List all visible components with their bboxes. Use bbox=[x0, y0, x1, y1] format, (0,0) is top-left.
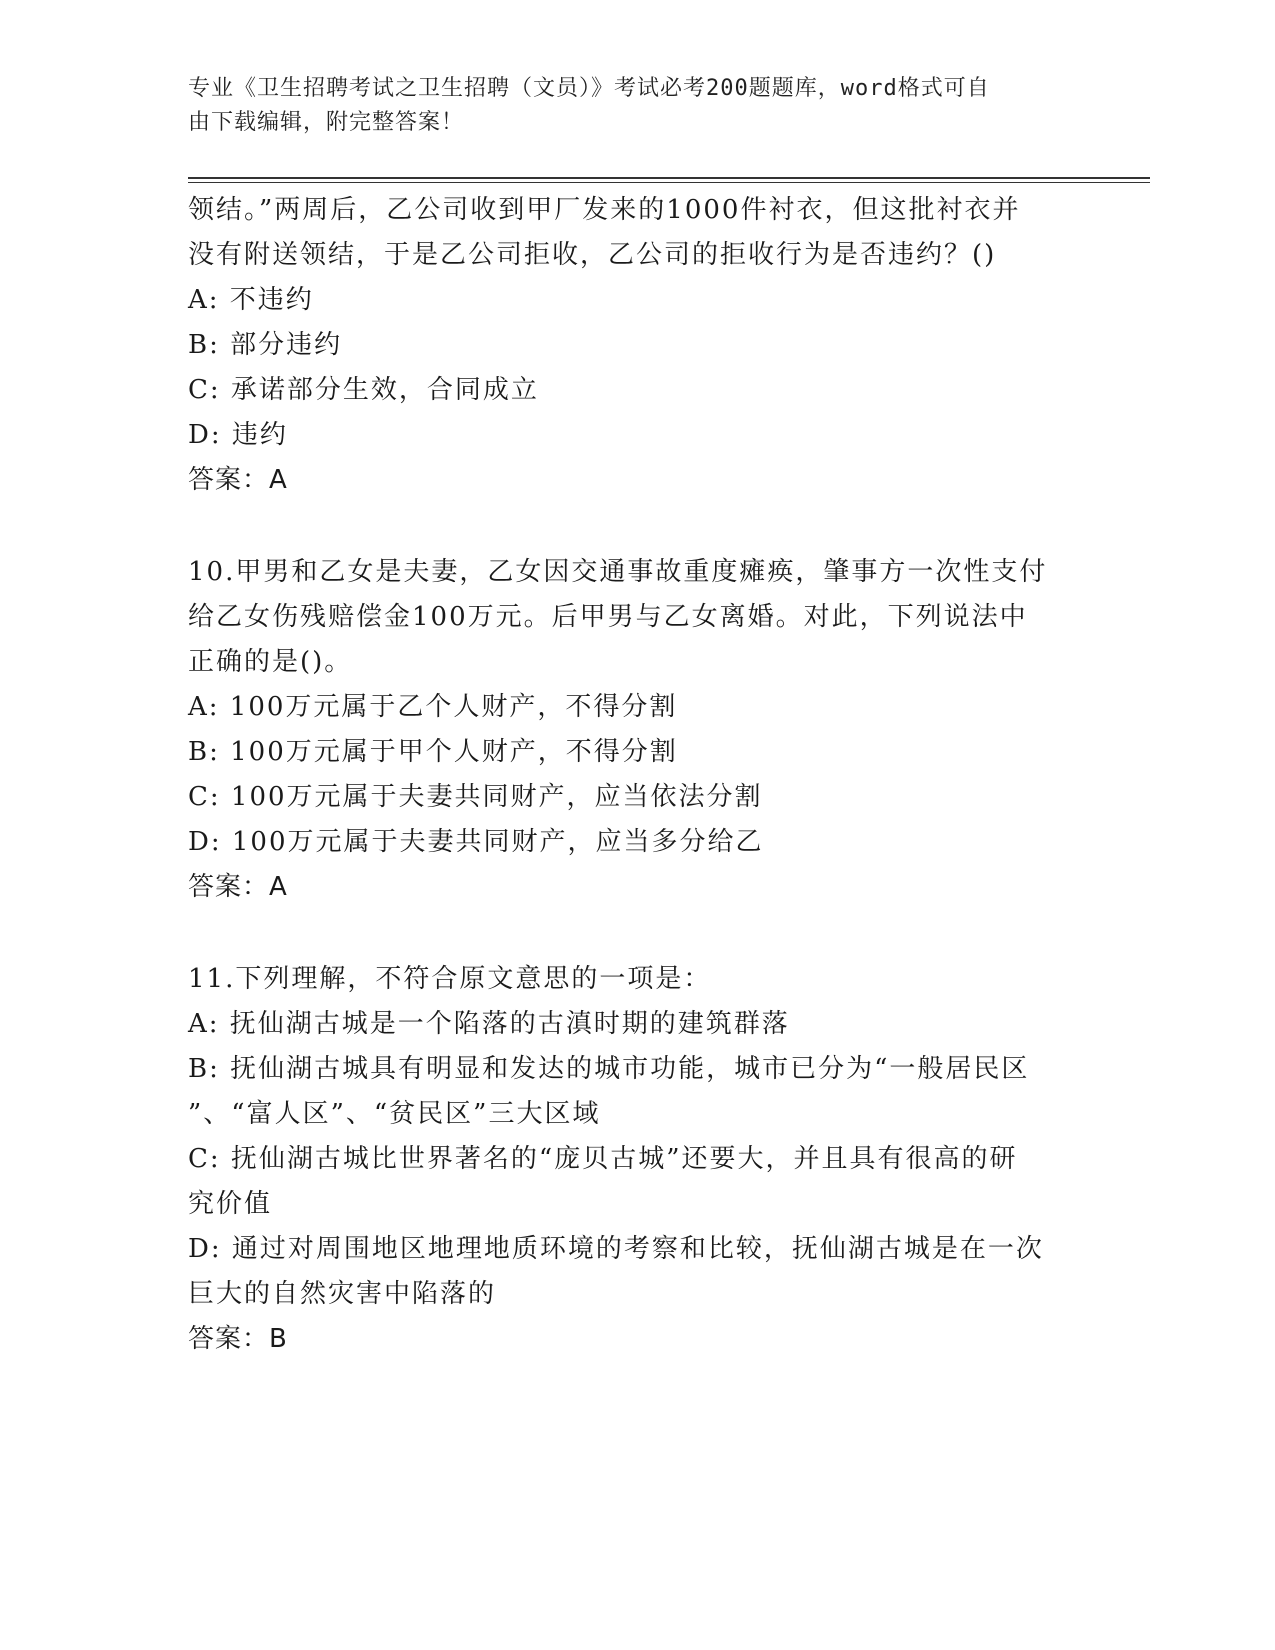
question-stem-line: 没有附送领结，于是乙公司拒收，乙公司的拒收行为是否违约？() bbox=[188, 240, 997, 270]
answer-line: 答案：B bbox=[188, 1324, 288, 1354]
header-line-2: 由下载编辑，附完整答案！ bbox=[188, 110, 465, 135]
answer-line: 答案：A bbox=[188, 465, 288, 495]
question-spacer bbox=[188, 503, 1088, 550]
document-body bbox=[188, 188, 1088, 1362]
option-d: D: 100万元属于夫妻共同财产，应当多分给乙 bbox=[188, 827, 764, 857]
option-b: B: 部分违约 bbox=[188, 330, 343, 360]
header-line-1: 专业《卫生招聘考试之卫生招聘（文员）》考试必考200题题库，word格式可自 bbox=[188, 76, 990, 101]
question-stem-line: 给乙女伤残赔偿金100万元。后甲男与乙女离婚。对此，下列说法中 bbox=[188, 602, 1028, 632]
option-a: A: 抚仙湖古城是一个陷落的古滇时期的建筑群落 bbox=[188, 1009, 790, 1039]
question-11 bbox=[188, 957, 1088, 1362]
document-header bbox=[188, 72, 1068, 140]
header-divider-thick bbox=[188, 177, 1150, 179]
question-spacer bbox=[188, 910, 1088, 957]
option-c: C: 抚仙湖古城比世界著名的“庞贝古城”还要大，并且具有很高的研 bbox=[188, 1144, 1018, 1174]
option-d: D: 通过对周围地区地理地质环境的考察和比较，抚仙湖古城是在一次 bbox=[188, 1234, 1044, 1264]
question-stem-line: 10.甲男和乙女是夫妻，乙女因交通事故重度瘫痪，肇事方一次性支付 bbox=[188, 557, 1048, 587]
option-d-continued: 巨大的自然灾害中陷落的 bbox=[188, 1279, 497, 1309]
option-b: B: 100万元属于甲个人财产，不得分割 bbox=[188, 737, 678, 767]
question-10 bbox=[188, 550, 1088, 910]
option-d: D: 违约 bbox=[188, 420, 288, 450]
question-stem-line: 领结。”两周后，乙公司收到甲厂发来的1000件衬衣，但这批衬衣并 bbox=[188, 195, 1021, 225]
answer-line: 答案：A bbox=[188, 872, 288, 902]
option-b: B: 抚仙湖古城具有明显和发达的城市功能，城市已分为“一般居民区 bbox=[188, 1054, 1030, 1084]
option-c-continued: 究价值 bbox=[188, 1189, 273, 1219]
option-a: A: 100万元属于乙个人财产，不得分割 bbox=[188, 692, 678, 722]
question-9 bbox=[188, 188, 1088, 503]
question-stem-line: 11.下列理解，不符合原文意思的一项是： bbox=[188, 964, 712, 994]
option-b-continued: ”、“富人区”、“贫民区”三大区域 bbox=[188, 1099, 601, 1129]
question-stem-line: 正确的是()。 bbox=[188, 647, 353, 677]
option-c: C: 承诺部分生效，合同成立 bbox=[188, 375, 539, 405]
option-c: C: 100万元属于夫妻共同财产，应当依法分割 bbox=[188, 782, 763, 812]
header-divider-thin bbox=[188, 182, 1150, 183]
option-a: A: 不违约 bbox=[188, 285, 314, 315]
